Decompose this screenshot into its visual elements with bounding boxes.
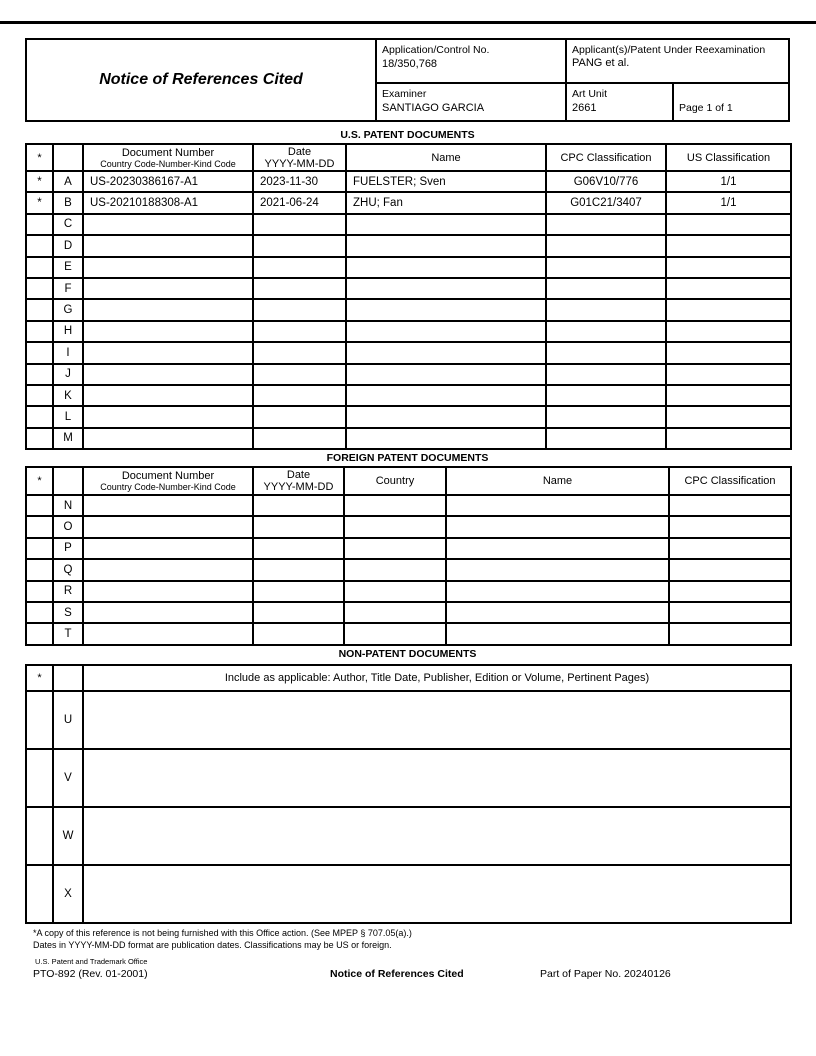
- applicant-label: Applicant(s)/Patent Under Reexamination: [572, 44, 766, 56]
- date-cell: [253, 581, 344, 602]
- document-number-cell: [83, 278, 253, 299]
- non-patent-text-cell: [83, 865, 791, 923]
- date-label: Date: [287, 145, 312, 158]
- us-patent-row: [26, 428, 791, 449]
- star-cell: [26, 364, 53, 385]
- cpc-column-header: CPC Classification: [546, 144, 666, 171]
- paper-number: Part of Paper No. 20240126: [540, 968, 671, 980]
- footer-form-title: Notice of References Cited: [330, 968, 464, 980]
- name-cell: [446, 581, 669, 602]
- row-letter-cell: R: [53, 581, 83, 602]
- date-cell: [253, 559, 344, 580]
- cpc-classification-cell: [546, 321, 666, 342]
- us-patent-row: [26, 235, 791, 256]
- star-cell: [26, 428, 53, 449]
- name-cell: [346, 235, 546, 256]
- star-column-header: *: [26, 467, 53, 495]
- non-patent-row: [26, 807, 791, 865]
- row-letter-cell: O: [53, 516, 83, 537]
- letter-column-header: [53, 144, 83, 171]
- us-patent-row: [26, 299, 791, 320]
- footnote-line-2: Dates in YYYY-MM-DD format are publication dates. Classifications may be US or foreign.: [33, 940, 392, 950]
- applicant-value: PANG et al.: [572, 57, 630, 69]
- date-cell: 2021-06-24: [253, 192, 346, 213]
- name-cell: [346, 406, 546, 427]
- non-patent-header-row: [26, 665, 791, 691]
- date-label: Date: [286, 469, 311, 481]
- date-cell: [253, 538, 344, 559]
- date-cell: [253, 516, 344, 537]
- row-letter-cell: M: [53, 428, 83, 449]
- star-cell: [26, 749, 53, 807]
- us-classification-cell: [666, 214, 791, 235]
- star-cell: [26, 385, 53, 406]
- cpc-classification-cell: [546, 299, 666, 320]
- document-number-cell: [83, 559, 253, 580]
- star-cell: [26, 299, 53, 320]
- document-number-cell: [83, 214, 253, 235]
- date-cell: [253, 321, 346, 342]
- us-patent-row: [26, 342, 791, 363]
- letter-column-header: [53, 665, 83, 691]
- date-cell: 2023-11-30: [253, 171, 346, 192]
- cpc-classification-cell: [546, 257, 666, 278]
- us-classification-cell: [666, 428, 791, 449]
- document-number-cell: [83, 406, 253, 427]
- name-cell: [446, 602, 669, 623]
- art-unit-cell: [567, 84, 674, 120]
- star-cell: *: [26, 192, 53, 213]
- date-cell: [253, 342, 346, 363]
- cpc-classification-cell: [546, 278, 666, 299]
- document-number-cell: [83, 385, 253, 406]
- name-cell: ZHU; Fan: [346, 192, 546, 213]
- us-patent-row: [26, 278, 791, 299]
- country-cell: [344, 559, 446, 580]
- star-column-header: *: [26, 144, 53, 171]
- foreign-table-header-row: [26, 467, 791, 495]
- row-letter-cell: A: [53, 171, 83, 192]
- us-patent-table: [25, 143, 792, 450]
- document-number-label: Document Number: [121, 146, 215, 159]
- row-letter-cell: C: [53, 214, 83, 235]
- date-column-header: [253, 467, 344, 495]
- document-number-cell: [83, 257, 253, 278]
- name-cell: [446, 516, 669, 537]
- foreign-patent-row: [26, 581, 791, 602]
- cpc-classification-cell: [546, 385, 666, 406]
- us-patent-row: [26, 406, 791, 427]
- footnotes: [33, 927, 412, 951]
- date-column-header: [253, 144, 346, 171]
- cpc-classification-cell: [546, 342, 666, 363]
- row-letter-cell: E: [53, 257, 83, 278]
- document-number-label: Document Number: [121, 470, 215, 482]
- star-cell: [26, 406, 53, 427]
- date-cell: [253, 623, 344, 644]
- country-cell: [344, 516, 446, 537]
- us-patent-row: [26, 192, 791, 213]
- star-column-header: *: [26, 665, 53, 691]
- date-cell: [253, 299, 346, 320]
- date-format-sublabel: YYYY-MM-DD: [264, 157, 335, 170]
- us-patent-row: [26, 257, 791, 278]
- date-cell: [253, 495, 344, 516]
- name-cell: [346, 342, 546, 363]
- us-patent-row: [26, 214, 791, 235]
- cpc-classification-cell: [669, 559, 791, 580]
- row-letter-cell: T: [53, 623, 83, 644]
- document-number-cell: [83, 581, 253, 602]
- country-cell: [344, 581, 446, 602]
- name-cell: [446, 538, 669, 559]
- us-classification-cell: [666, 257, 791, 278]
- document-number-cell: [83, 235, 253, 256]
- us-classification-cell: [666, 235, 791, 256]
- date-format-sublabel: YYYY-MM-DD: [263, 481, 334, 493]
- cpc-classification-cell: [669, 581, 791, 602]
- non-patent-text-cell: [83, 807, 791, 865]
- non-patent-row: [26, 691, 791, 749]
- cpc-classification-cell: [546, 428, 666, 449]
- country-column-header: Country: [344, 467, 446, 495]
- cpc-classification-cell: [669, 538, 791, 559]
- row-letter-cell: G: [53, 299, 83, 320]
- us-classification-cell: [666, 406, 791, 427]
- star-cell: *: [26, 171, 53, 192]
- name-cell: [346, 257, 546, 278]
- cpc-classification-cell: [669, 516, 791, 537]
- row-letter-cell: W: [53, 807, 83, 865]
- date-cell: [253, 406, 346, 427]
- star-cell: [26, 321, 53, 342]
- document-number-cell: US-20210188308-A1: [83, 192, 253, 213]
- name-cell: [346, 321, 546, 342]
- document-number-column-header: [83, 144, 253, 171]
- cpc-classification-cell: [546, 364, 666, 385]
- date-cell: [253, 602, 344, 623]
- footnote-line-1: *A copy of this reference is not being furnished with this Office action. (See MPEP § 707.05(a).): [33, 928, 412, 938]
- document-number-cell: [83, 321, 253, 342]
- row-letter-cell: F: [53, 278, 83, 299]
- star-cell: [26, 516, 53, 537]
- foreign-patent-row: [26, 623, 791, 644]
- application-number-value: 18/350,768: [382, 58, 438, 70]
- cpc-classification-cell: G06V10/776: [546, 171, 666, 192]
- us-patents-section-title: U.S. PATENT DOCUMENTS: [340, 129, 475, 141]
- star-cell: [26, 602, 53, 623]
- us-classification-cell: [666, 364, 791, 385]
- document-number-cell: US-20230386167-A1: [83, 171, 253, 192]
- non-patent-text-cell: [83, 749, 791, 807]
- star-cell: [26, 278, 53, 299]
- us-classification-cell: [666, 385, 791, 406]
- document-number-cell: [83, 342, 253, 363]
- country-code-sublabel: Country Code-Number-Kind Code: [100, 482, 236, 492]
- form-title-cell: [27, 40, 377, 120]
- application-number-cell: [377, 40, 567, 84]
- non-patent-table: [25, 664, 792, 924]
- non-patent-section-title: NON-PATENT DOCUMENTS: [338, 648, 477, 660]
- row-letter-cell: K: [53, 385, 83, 406]
- row-letter-cell: I: [53, 342, 83, 363]
- row-letter-cell: L: [53, 406, 83, 427]
- row-letter-cell: Q: [53, 559, 83, 580]
- name-column-header: Name: [446, 467, 669, 495]
- page-top-rule: [0, 21, 816, 24]
- country-cell: [344, 602, 446, 623]
- star-cell: [26, 807, 53, 865]
- date-cell: [253, 278, 346, 299]
- star-cell: [26, 581, 53, 602]
- non-patent-row: [26, 749, 791, 807]
- star-cell: [26, 257, 53, 278]
- name-cell: [346, 385, 546, 406]
- document-number-cell: [83, 602, 253, 623]
- star-cell: [26, 235, 53, 256]
- row-letter-cell: X: [53, 865, 83, 923]
- us-table-header-row: [26, 144, 791, 171]
- row-letter-cell: B: [53, 192, 83, 213]
- page-indicator-cell: [674, 84, 788, 120]
- foreign-patent-row: [26, 495, 791, 516]
- row-letter-cell: P: [53, 538, 83, 559]
- row-letter-cell: S: [53, 602, 83, 623]
- star-cell: [26, 342, 53, 363]
- us-classification-cell: [666, 321, 791, 342]
- form-title: Notice of References Cited: [99, 71, 303, 88]
- date-cell: [253, 385, 346, 406]
- document-number-cell: [83, 538, 253, 559]
- document-number-cell: [83, 623, 253, 644]
- name-cell: [346, 214, 546, 235]
- uspto-office-label: U.S. Patent and Trademark Office: [35, 957, 148, 966]
- cpc-classification-cell: [669, 602, 791, 623]
- country-cell: [344, 623, 446, 644]
- application-number-label: Application/Control No.: [382, 44, 490, 56]
- document-number-cell: [83, 299, 253, 320]
- document-number-cell: [83, 495, 253, 516]
- name-cell: [446, 495, 669, 516]
- letter-column-header: [53, 467, 83, 495]
- non-patent-text-cell: [83, 691, 791, 749]
- country-cell: [344, 495, 446, 516]
- foreign-patents-section-title: FOREIGN PATENT DOCUMENTS: [326, 452, 489, 464]
- name-cell: [346, 278, 546, 299]
- foreign-patent-table: [25, 466, 792, 646]
- us-patent-row: [26, 385, 791, 406]
- name-cell: [446, 623, 669, 644]
- examiner-value: SANTIAGO GARCIA: [382, 102, 485, 114]
- name-column-header: Name: [346, 144, 546, 171]
- row-letter-cell: J: [53, 364, 83, 385]
- applicant-cell: [567, 40, 788, 84]
- name-cell: [346, 364, 546, 385]
- document-number-cell: [83, 364, 253, 385]
- document-number-cell: [83, 428, 253, 449]
- non-patent-row: [26, 865, 791, 923]
- date-cell: [253, 257, 346, 278]
- date-cell: [253, 214, 346, 235]
- form-number: PTO-892 (Rev. 01-2001): [33, 968, 148, 980]
- cpc-classification-cell: [669, 495, 791, 516]
- art-unit-label: Art Unit: [572, 88, 608, 100]
- include-as-applicable-header: Include as applicable: Author, Title Date, Publisher, Edition or Volume, Pertinent Pages): [83, 665, 791, 691]
- us-patent-row: [26, 171, 791, 192]
- us-patent-row: [26, 321, 791, 342]
- cpc-classification-cell: G01C21/3407: [546, 192, 666, 213]
- examiner-cell: [377, 84, 567, 120]
- cpc-classification-cell: [546, 214, 666, 235]
- us-class-column-header: US Classification: [666, 144, 791, 171]
- us-classification-cell: 1/1: [666, 171, 791, 192]
- row-letter-cell: H: [53, 321, 83, 342]
- us-classification-cell: [666, 299, 791, 320]
- foreign-patent-row: [26, 559, 791, 580]
- star-cell: [26, 623, 53, 644]
- star-cell: [26, 495, 53, 516]
- us-classification-cell: [666, 278, 791, 299]
- form-header-box: [25, 38, 790, 122]
- document-number-column-header: [83, 467, 253, 495]
- star-cell: [26, 559, 53, 580]
- foreign-patent-row: [26, 602, 791, 623]
- date-cell: [253, 235, 346, 256]
- star-cell: [26, 538, 53, 559]
- star-cell: [26, 214, 53, 235]
- us-classification-cell: [666, 342, 791, 363]
- name-cell: [346, 299, 546, 320]
- foreign-patent-row: [26, 516, 791, 537]
- star-cell: [26, 691, 53, 749]
- row-letter-cell: U: [53, 691, 83, 749]
- us-classification-cell: 1/1: [666, 192, 791, 213]
- country-code-sublabel: Country Code-Number-Kind Code: [100, 158, 236, 169]
- cpc-classification-cell: [669, 623, 791, 644]
- page-indicator: Page 1 of 1: [679, 102, 733, 114]
- row-letter-cell: D: [53, 235, 83, 256]
- art-unit-value: 2661: [572, 102, 597, 114]
- date-cell: [253, 428, 346, 449]
- country-cell: [344, 538, 446, 559]
- name-cell: [346, 428, 546, 449]
- name-cell: FUELSTER; Sven: [346, 171, 546, 192]
- examiner-label: Examiner: [382, 88, 427, 100]
- row-letter-cell: N: [53, 495, 83, 516]
- us-patent-row: [26, 364, 791, 385]
- star-cell: [26, 865, 53, 923]
- cpc-column-header: CPC Classification: [669, 467, 791, 495]
- cpc-classification-cell: [546, 406, 666, 427]
- cpc-classification-cell: [546, 235, 666, 256]
- row-letter-cell: V: [53, 749, 83, 807]
- foreign-patent-row: [26, 538, 791, 559]
- name-cell: [446, 559, 669, 580]
- date-cell: [253, 364, 346, 385]
- document-number-cell: [83, 516, 253, 537]
